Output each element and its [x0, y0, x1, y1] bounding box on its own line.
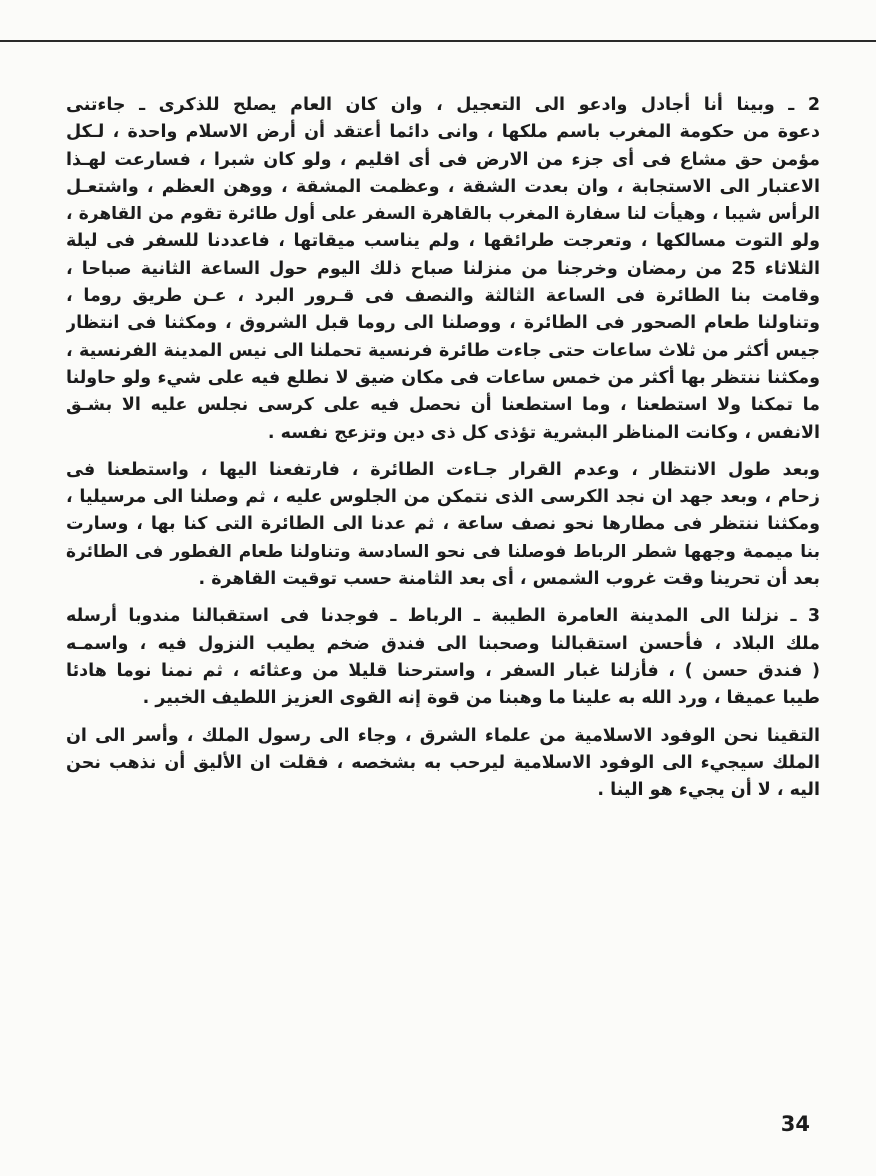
text-line: اليه ، لا أن يجيء هو الينا .	[597, 780, 820, 801]
text-line: مؤمن حق مشاع فى أى جزء من الارض فى أى اقليم ، ولو كان شبرا ، فسارعت لهـذا	[66, 149, 820, 170]
text-line: الاعتبار الى الاستجابة ، وان بعدت الشقة ، وعظمت المشقة ، ووهن العظم ، واشتعـل	[66, 176, 820, 197]
header-rule	[0, 40, 876, 42]
text-line: ملك البلاد ، فأحسن استقبالنا وصحبنا الى فندق ضخم يطيب النزول فيه ، واسمـه	[66, 633, 820, 654]
text-line: بعد أن تحرينا وقت غروب الشمس ، أى بعد الثامنة حسب توقيت القاهرة .	[198, 569, 820, 590]
text-line: 2 ـ وبينا أنا أجادل وادعو الى التعجيل ، وان كان العام يصلح للذكرى ـ جاءتنى	[66, 95, 820, 115]
body-text	[66, 92, 820, 804]
text-line: طيبا عميقا ، ورد الله به علينا ما وهبنا من قوة إنه القوى العزيز اللطيف الخبير .	[142, 688, 820, 709]
text-line: التقينا نحن الوفود الاسلامية من علماء الشرق ، وجاء الى رسول الملك ، وأسر الى ان	[66, 725, 820, 746]
text-line: 3 ـ نزلنا الى المدينة العامرة الطيبة ـ الرباط ـ فوجدنا فى استقبالنا مندوبا أرسله	[66, 606, 820, 627]
paragraph	[66, 723, 820, 805]
paragraph	[66, 603, 820, 712]
text-line: زحام ، وبعد جهد ان نجد الكرسى الذى نتمكن من الجلوس عليه ، ثم وصلنا الى مرسيليا ،	[66, 487, 820, 508]
text-line: الثلاثاء 25 من رمضان وخرجنا من منزلنا صباح ذلك اليوم حول الساعة الثانية صباحا ،	[66, 258, 820, 279]
text-line: الرأس شيبا ، وهيأت لنا سفارة المغرب بالقاهرة السفر على أول طائرة تقوم من القاهرة ،	[66, 204, 820, 225]
text-line: ومكثنا ننتظر فى مطارها نحو نصف ساعة ، ثم عدنا الى الطائرة التى كنا بها ، وسارت	[66, 514, 820, 535]
text-line: ولو التوت مسالكها ، وتعرجت طرائقها ، ولم يناسب ميقاتها ، فاعددنا للسفر فى ليلة	[66, 231, 820, 252]
page-number: 34	[780, 1112, 810, 1136]
text-line: الانفس ، وكانت المناظر البشرية تؤذى كل ذى دين وتزعج نفسه .	[267, 422, 820, 443]
text-line: بنا ميممة وجهها شطر الرباط فوصلنا فى نحو السادسة وتناولنا طعام الفطور فى الطائرة	[66, 541, 820, 562]
text-line: ( فندق حسن ) ، فأزلنا غبار السفر ، واسترحنا قليلا من وعثائه ، ثم نمنا نوما هادئا	[66, 660, 820, 681]
text-line: وتناولنا طعام الصحور فى الطائرة ، ووصلنا الى روما قبل الشروق ، ومكثنا فى انتظار	[66, 313, 820, 334]
text-line: دعوة من حكومة المغرب باسم ملكها ، وانى دائما أعتقد أن أرض الاسلام واحدة ، لـكل	[66, 122, 820, 143]
text-line: جيس أكثر من ثلاث ساعات حتى جاءت طائرة فرنسية تحملنا الى نيس المدينة الفرنسية ،	[66, 340, 820, 361]
text-line: وقامت بنا الطائرة فى الساعة الثالثة والنصف فى قـرور البرد ، عـن طريق روما ،	[66, 286, 820, 307]
text-line: وبعد طول الانتظار ، وعدم القرار جـاءت الطائرة ، فارتفعنا اليها ، واستطعنا فى	[66, 459, 820, 480]
text-line: ما تمكنا ولا استطعنا ، وما استطعنا أن نحصل فيه على كرسى نجلس عليه الا بشـق	[66, 395, 820, 416]
text-line: ومكثنا ننتظر بها أكثر من خمس ساعات فى مكان ضيق لا نطلع فيه على شيء ولو حاولنا	[66, 367, 820, 388]
paragraph	[66, 92, 820, 447]
paragraph	[66, 457, 820, 593]
text-line: الملك سيجيء الى الوفود الاسلامية ليرحب به بشخصه ، فقلت ان الأليق أن نذهب نحن	[66, 752, 820, 773]
